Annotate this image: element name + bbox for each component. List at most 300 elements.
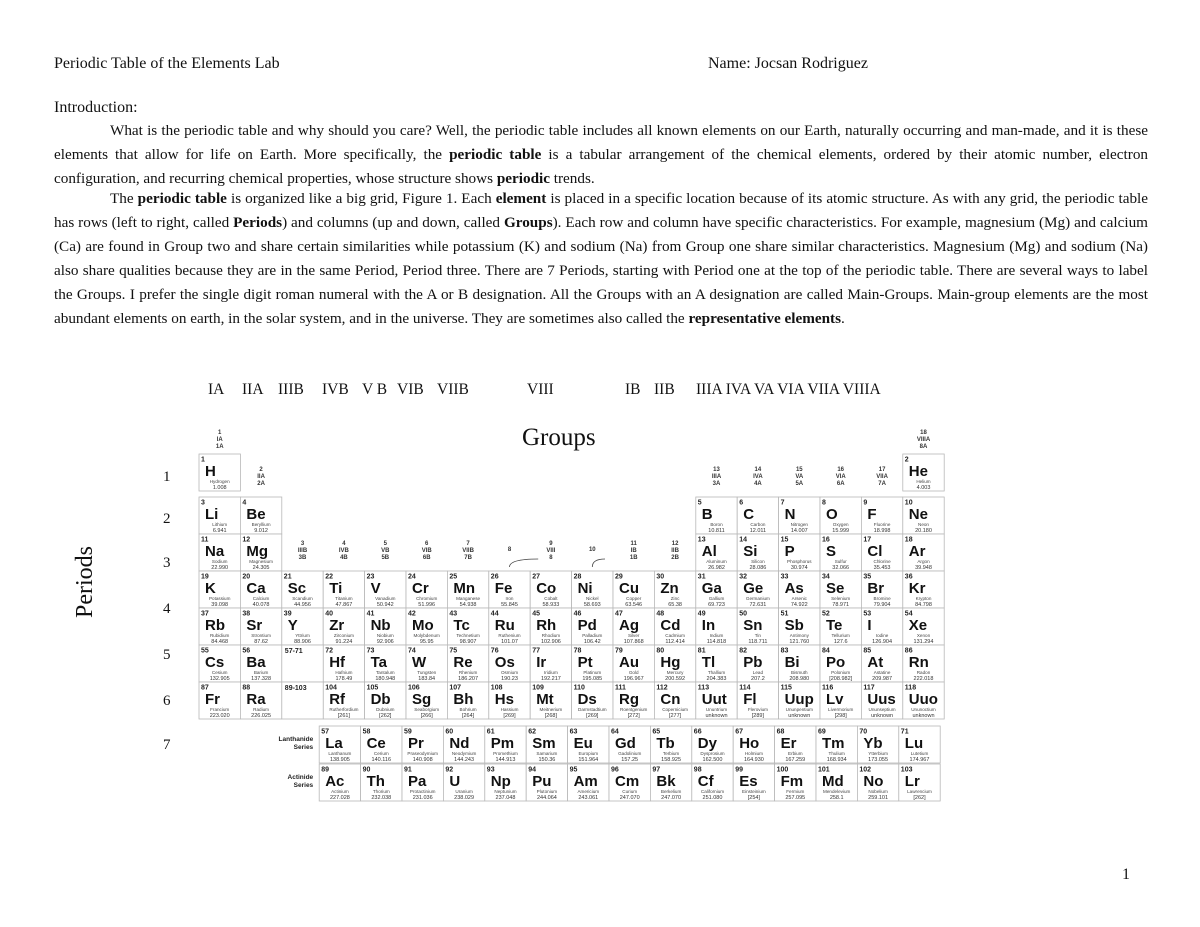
atomic-mass: 63.546 [625,602,643,608]
atomic-number: 31 [697,573,706,581]
atomic-mass: [269] [503,713,516,719]
element-cell-rh [530,608,571,645]
element-name: Berkelium [660,789,682,794]
atomic-mass: 173.055 [868,757,889,763]
atomic-mass: 238.029 [454,795,475,801]
element-cell-no [857,764,898,801]
element-name: Terbium [662,751,680,756]
atomic-number: 88 [242,684,251,692]
element-name: Chromium [416,596,438,601]
bold-term: representative elements [688,310,841,327]
element-name: Argon [917,559,930,564]
atomic-mass: 227.028 [329,795,350,801]
group-header-line: IVB [338,548,349,554]
element-cell-ds [572,682,613,719]
group-header-line: 15 [795,467,803,473]
atomic-mass: 178.49 [335,676,353,682]
element-symbol: Nb [370,617,391,634]
element-symbol: I [867,617,872,634]
element-cell-fl [737,682,778,719]
atomic-mass: 121.760 [789,639,810,645]
element-symbol: Gd [615,735,636,752]
element-cell-kr [903,571,944,608]
element-cell-s [820,534,861,571]
element-name: Darmstadtium [578,707,607,712]
element-symbol: Ta [370,654,388,671]
element-name: Meitnerium [539,707,563,712]
element-name: Tin [754,633,762,638]
atomic-mass: 101.07 [501,639,518,645]
group-header-line: 12 [671,541,679,547]
atomic-mass: 112.414 [665,639,685,645]
atomic-number: 46 [573,610,582,618]
atomic-number: 66 [693,728,702,736]
element-name: Beryllium [251,522,271,527]
atomic-mass: 244.064 [536,795,557,801]
element-symbol: Fl [743,691,757,708]
group-header-line: IA [216,437,223,443]
element-cell-uuo [903,682,944,719]
element-cell-al [696,534,737,571]
atomic-number: 50 [739,610,747,618]
atomic-mass: 55.845 [501,602,518,608]
element-symbol: Tb [656,735,675,752]
element-cell-pa [402,764,443,801]
element-name: Californium [700,789,725,794]
element-name: Hassium [500,707,519,712]
atomic-mass: 106.42 [583,639,601,645]
group-label-viii: VIII [527,381,554,398]
element-name: Boron [710,522,723,527]
introduction-heading: Introduction: [54,99,138,116]
element-cell-cf [692,764,733,801]
atomic-number: 116 [822,684,834,692]
element-cell-te [820,608,861,645]
element-cell-i [861,608,902,645]
element-symbol: Fe [494,580,513,597]
group-label-vib: VIB [397,381,424,398]
atomic-number: 18 [904,536,913,544]
element-name: Mendelevium [823,789,851,794]
atomic-number: 53 [863,610,872,618]
element-cell-ag [613,608,654,645]
atomic-mass: 84.798 [915,602,932,608]
element-symbol: Np [490,773,511,790]
element-symbol: F [867,506,877,523]
atomic-number: 3 [201,499,205,507]
atomic-mass: 10.811 [708,528,725,534]
element-name: Lawrencium [907,789,932,794]
atomic-number: 65 [652,728,661,736]
element-symbol: Hf [329,654,346,671]
group-header-line: 4A [754,481,762,487]
paragraph-text: ) and columns (up and down, called [282,214,504,231]
atomic-number: 91 [404,766,412,774]
element-cell-yb [857,726,898,763]
atomic-mass: 243.061 [578,795,599,801]
atomic-mass: 257.095 [785,795,806,801]
element-name: Thallium [707,670,726,675]
element-symbol: Ac [325,773,345,790]
element-cell-th [361,764,402,801]
atomic-mass: 247.070 [661,795,682,801]
group-header-line: 7B [464,555,472,561]
group-header-line: IIB [671,548,679,554]
atomic-mass: 151.964 [578,757,599,763]
element-symbol: Bk [656,773,676,790]
atomic-mass: 74.922 [790,602,808,608]
element-cell-nb [365,608,406,645]
group-header-line: 5B [381,555,390,561]
element-cell-p [779,534,820,571]
atomic-mass: 54.938 [459,602,477,608]
element-name: Ununseptium [868,707,896,712]
group-header-line: 8A [919,444,928,450]
atomic-number: 48 [656,610,665,618]
element-cell-pd [572,608,613,645]
atomic-mass: [208.982] [829,676,853,682]
element-cell-er [775,726,816,763]
atomic-mass: 35.453 [873,565,891,571]
atomic-number: 94 [528,766,536,774]
group-header-line: VIB [421,548,432,554]
atomic-mass: 144.913 [495,757,516,763]
atomic-mass: 232.038 [371,795,392,801]
element-cell-fe [489,571,530,608]
atomic-mass: 140.908 [412,757,433,763]
student-name: Name: Jocsan Rodriguez [708,55,868,72]
element-name: Fermium [786,789,805,794]
element-cell-u [443,764,484,801]
atomic-mass: 196.967 [623,676,644,682]
paragraph-text: . [841,310,845,327]
group-label-vb: V B [362,381,388,398]
atomic-mass: 88.906 [294,639,311,645]
series-label: Series [293,744,314,751]
bold-term: element [495,190,547,207]
element-symbol: N [784,506,796,523]
element-name: Protactinium [409,789,436,794]
element-symbol: Am [573,773,598,790]
group-header-line: 1B [629,555,638,561]
atomic-mass: 84.468 [211,639,229,645]
atomic-number: 14 [739,536,747,544]
element-name: Iridium [544,670,558,675]
element-name: Aluminum [706,559,727,564]
atomic-mass: 174.967 [909,757,930,763]
atomic-number: 45 [532,610,540,618]
element-name: Carbon [750,522,766,527]
group-header-line: VA [795,474,804,480]
element-cell-hs [489,682,530,719]
atomic-number: 23 [366,573,375,581]
element-cell-ru [489,608,530,645]
introduction-paragraph-2 [54,187,1148,331]
atomic-number: 40 [325,610,333,618]
element-name: Yttrium [295,633,310,638]
periods-title: Periods [72,546,98,618]
element-cell-ba [240,645,281,682]
atomic-mass: 30.974 [790,565,808,571]
element-symbol: Co [536,580,557,597]
series-label: Lanthanide [278,736,314,743]
element-symbol: Y [287,617,298,634]
element-name: Titanium [335,596,353,601]
element-cell-cu [613,571,654,608]
element-cell-pb [737,645,778,682]
atomic-number: 26 [490,573,499,581]
atomic-number: 83 [780,647,789,655]
atomic-number: 27 [532,573,540,581]
group-header-line: VIIA [876,474,888,480]
atomic-number: 32 [739,573,747,581]
element-symbol: Ir [536,654,547,671]
element-symbol: Sg [412,691,432,708]
atomic-mass: 92.906 [376,639,394,645]
element-symbol: Li [205,506,219,523]
element-cell-po [820,645,861,682]
bold-term: periodic [496,170,550,187]
element-name: Rutherfordium [329,707,359,712]
period-number-3: 3 [163,555,171,571]
element-symbol: Yb [863,735,883,752]
element-symbol: Cm [615,773,640,790]
group-header-line: 18 [920,430,927,436]
atomic-mass: [262] [913,795,926,801]
element-cell-si [737,534,778,571]
atomic-mass: 118.711 [748,639,768,645]
element-cell-ga [696,571,737,608]
element-symbol: Br [867,580,885,597]
element-cell-ir [530,645,571,682]
element-name: Antimony [789,633,809,638]
group-header-line: VIIB [462,548,474,554]
element-name: Gallium [708,596,725,601]
atomic-mass: 65.38 [668,602,682,608]
element-symbol: Tm [822,735,845,752]
element-symbol: Nd [449,735,470,752]
element-cell-gd [609,726,650,763]
element-name: Neptunium [494,789,517,794]
atomic-mass: [272] [627,713,640,719]
atomic-number: 71 [900,728,909,736]
element-name: Tantalum [375,670,395,675]
element-symbol: Ru [494,617,515,634]
group-header-line: 2B [671,555,679,561]
element-symbol: Lu [904,735,924,752]
atomic-number: 90 [362,766,371,774]
element-cell-sb [779,608,820,645]
atomic-mass: 20.180 [915,528,932,534]
atomic-number: 33 [780,573,789,581]
atomic-number: 54 [904,610,913,618]
atomic-mass: 207.2 [751,676,765,682]
element-name: Nickel [586,596,599,601]
atomic-mass: 195.085 [582,676,603,682]
group-header-line: 4 [342,541,346,547]
element-cell-mg [240,534,281,571]
atomic-number: 20 [242,573,251,581]
element-cell-ne [903,497,944,534]
element-name: Seaborgium [414,707,440,712]
periodic-table-figure [198,428,958,826]
element-symbol: U [449,773,461,790]
atomic-mass: 168.934 [826,757,847,763]
element-symbol: Lv [826,691,844,708]
element-cell-os [489,645,530,682]
atomic-number: 95 [569,766,578,774]
element-cell-ca [240,571,281,608]
element-symbol: Ba [246,654,266,671]
element-name: Lanthanum [328,751,352,756]
atomic-number: 78 [573,647,582,655]
element-cell-lu [899,726,940,763]
atomic-number: 25 [449,573,458,581]
atomic-mass: 204.383 [706,676,727,682]
atomic-number: 47 [615,610,623,618]
element-symbol: Ti [329,580,343,597]
atomic-number: 5 [697,499,702,507]
element-symbol: Th [366,773,385,790]
element-cell-sc [282,571,323,608]
atomic-mass: 186.207 [458,676,479,682]
atomic-mass: 140.116 [371,757,392,763]
element-name: Vanadium [375,596,396,601]
element-symbol: Fr [205,691,220,708]
group-header-line: 14 [754,467,762,473]
atomic-number: 75 [449,647,458,655]
element-name: Lutetium [910,751,929,756]
element-name: Livermorium [828,707,854,712]
element-cell-ti [323,571,364,608]
atomic-mass: 15.999 [832,528,850,534]
introduction-paragraph-1 [54,119,1148,191]
group-label-ivb: IVB [322,381,349,398]
atomic-number: 87 [201,684,209,692]
atomic-number: 118 [904,684,917,692]
element-symbol: Ni [577,580,593,597]
atomic-number: 109 [532,684,544,692]
atomic-number: 105 [366,684,379,692]
element-name: Krypton [915,596,932,601]
group-header-line: 3B [298,555,307,561]
groups-title: Groups [522,424,596,451]
element-name: Iodine [875,633,889,638]
element-cell-as [779,571,820,608]
atomic-mass: 192.217 [540,676,561,682]
atomic-mass: 69.723 [708,602,725,608]
element-symbol: Zn [660,580,679,597]
element-name: Tellurium [831,633,850,638]
atomic-mass: 162.500 [702,757,723,763]
element-cell-in [696,608,737,645]
group-header-line: 11 [630,541,637,547]
element-symbol: Uuo [908,691,938,708]
element-symbol: Rn [908,654,929,671]
atomic-mass: 6.941 [212,528,227,534]
element-cell-es [733,764,774,801]
element-cell-rf [323,682,364,719]
element-symbol: Pm [490,735,515,752]
element-cell-tl [696,645,737,682]
element-symbol: Tc [453,617,470,634]
period-number-5: 5 [163,647,171,663]
element-name: Flerovium [747,707,768,712]
atomic-number: 56 [242,647,251,655]
element-cell-k [199,571,240,608]
atomic-mass: 183.84 [418,676,436,682]
atomic-mass: 40.078 [252,602,270,608]
element-cell-nd [443,726,484,763]
element-symbol: Pd [577,617,597,634]
atomic-number: 15 [780,536,789,544]
atomic-mass: 247.070 [619,795,640,801]
element-name: Actinium [331,789,349,794]
element-symbol: Ag [619,617,639,634]
atomic-mass: [277] [668,713,682,719]
element-symbol: Os [494,654,515,671]
atomic-mass: [289] [751,713,765,719]
element-cell-hf [323,645,364,682]
element-name: Scandium [292,596,313,601]
element-cell-pm [485,726,526,763]
paragraph-text: ). Each row and column have specific characteristics. For example, magnesium (Mg) and calcium (Ca) are found in Group two and share certain similarities while potassium (K) and sodium (Na) from Group one share similar characteristics. Magnesium (Mg) and sodium (Na) also share qualities because they are in the same Period, Period three. There are 7 Periods, starting with Period one at the top of the periodic table. There are several ways to label the Groups. I prefer the single digit roman numeral with the A or B designation. All the Groups with an A designation are called Main-Groups. Main-group elements are the most abundant elements on earth, in the solar system, and in the universe. They are sometimes also called the [54,214,1148,327]
element-cell-he [903,454,944,491]
bold-term: Groups [503,214,553,231]
element-symbol: Cf [697,773,714,790]
element-symbol: Ds [577,691,597,708]
element-name: Cadmium [665,633,685,638]
atomic-number: 41 [366,610,375,618]
atomic-number: 96 [611,766,619,774]
element-symbol: La [325,735,343,752]
series-range-label: 89-103 [284,685,307,692]
element-symbol: Cd [660,617,681,634]
element-symbol: Ge [743,580,764,597]
element-symbol: Pt [577,654,593,671]
atomic-number: 114 [739,684,751,692]
atomic-mass: 167.259 [785,757,806,763]
atomic-mass: [261] [337,713,351,719]
element-symbol: Dy [697,735,717,752]
element-name: Cerium [373,751,389,756]
element-symbol: Sm [532,735,556,752]
atomic-number: 99 [735,766,743,774]
atomic-mass: 164.930 [743,757,764,763]
element-name: Fluorine [873,522,891,527]
element-name: Astatine [873,670,891,675]
element-name: Zinc [670,596,680,601]
element-name: Osmium [500,670,519,675]
atomic-number: 82 [739,647,747,655]
element-cell-la [319,726,360,763]
atomic-mass: [254] [747,795,761,801]
element-name: Ruthenium [498,633,521,638]
atomic-mass: 200.592 [665,676,686,682]
element-symbol: Pu [532,773,552,790]
atomic-mass: [262] [379,713,392,719]
element-cell-bh [447,682,488,719]
element-cell-tb [650,726,691,763]
atomic-number: 112 [656,684,668,692]
element-symbol: Cl [867,543,883,560]
element-symbol: Uup [784,691,814,708]
atomic-mass: 1.008 [212,485,227,491]
atomic-number: 60 [445,728,454,736]
element-cell-cd [654,608,695,645]
group-label-ib: IB [625,381,641,398]
atomic-number: 52 [822,610,830,618]
